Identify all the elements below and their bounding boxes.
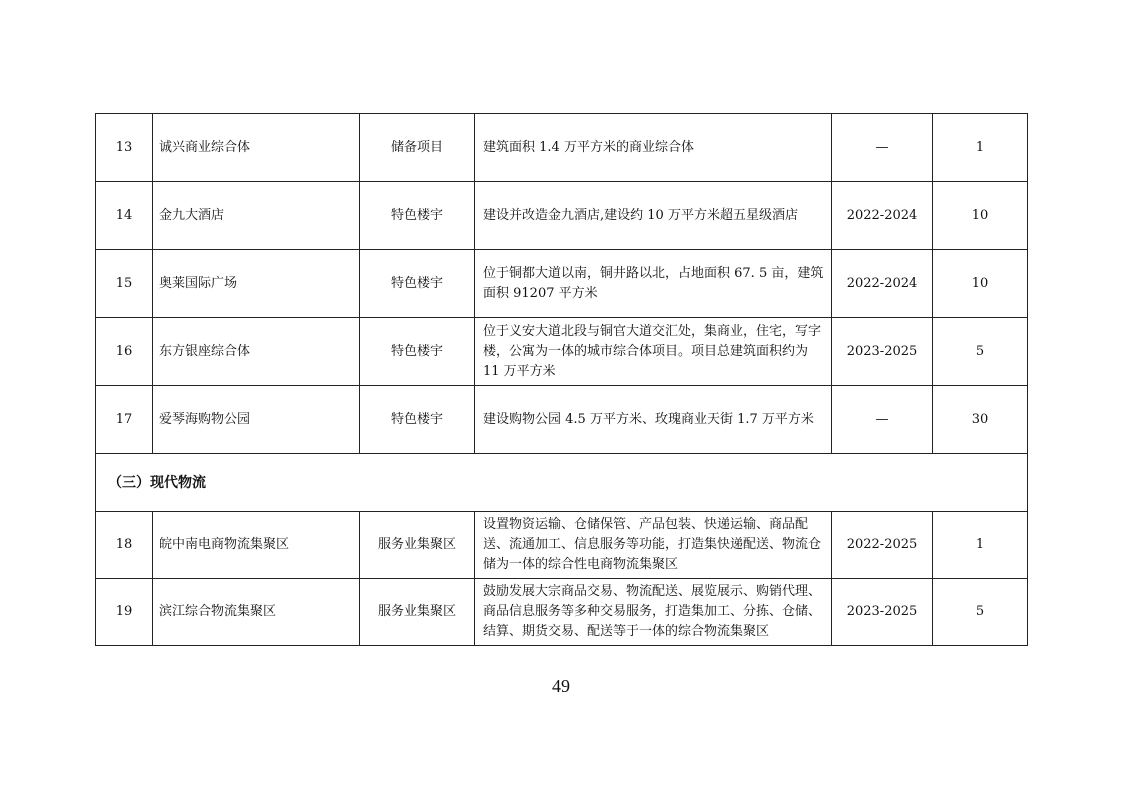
project-name: 奥莱国际广场 (153, 250, 360, 318)
row-number: 17 (96, 386, 153, 454)
project-name: 东方银座综合体 (153, 318, 360, 386)
project-investment: 10 (933, 182, 1028, 250)
project-investment: 5 (933, 579, 1028, 646)
project-description: 设置物资运输、仓储保管、产品包装、快递运输、商品配送、流通加工、信息服务等功能，打造集快递配送、物流仓储为一体的综合性电商物流集聚区 (475, 512, 832, 579)
project-period: — (832, 114, 933, 182)
row-number: 16 (96, 318, 153, 386)
project-type: 特色楼宇 (360, 250, 475, 318)
project-description: 建筑面积 1.4 万平方米的商业综合体 (475, 114, 832, 182)
project-investment: 1 (933, 114, 1028, 182)
row-number: 19 (96, 579, 153, 646)
project-name: 滨江综合物流集聚区 (153, 579, 360, 646)
row-number: 15 (96, 250, 153, 318)
table-row (96, 318, 1028, 386)
project-name: 皖中南电商物流集聚区 (153, 512, 360, 579)
page-number: 49 (552, 676, 570, 696)
project-investment: 30 (933, 386, 1028, 454)
table-row (96, 579, 1028, 646)
project-description: 鼓励发展大宗商品交易、物流配送、展览展示、购销代理、商品信息服务等多种交易服务，打造集加工、分拣、仓储、结算、期货交易、配送等于一体的综合物流集聚区 (475, 579, 832, 646)
project-description: 建设并改造金九酒店,建设约 10 万平方米超五星级酒店 (475, 182, 832, 250)
table-row (96, 386, 1028, 454)
table-row (96, 114, 1028, 182)
project-type: 服务业集聚区 (360, 579, 475, 646)
row-number: 13 (96, 114, 153, 182)
section-title: （三）现代物流 (96, 454, 1028, 512)
project-period: 2022-2025 (832, 512, 933, 579)
project-type: 服务业集聚区 (360, 512, 475, 579)
project-investment: 1 (933, 512, 1028, 579)
project-period: 2022-2024 (832, 182, 933, 250)
project-period: 2023-2025 (832, 318, 933, 386)
row-number: 18 (96, 512, 153, 579)
project-investment: 10 (933, 250, 1028, 318)
table-row (96, 512, 1028, 579)
row-number: 14 (96, 182, 153, 250)
project-period: 2023-2025 (832, 579, 933, 646)
project-period: — (832, 386, 933, 454)
project-description: 位于义安大道北段与铜官大道交汇处，集商业，住宅，写字楼，公寓为一体的城市综合体项目。项目总建筑面积约为 11 万平方米 (475, 318, 832, 386)
project-description: 位于铜都大道以南，铜井路以北，占地面积 67. 5 亩，建筑面积 91207 平方米 (475, 250, 832, 318)
table-row (96, 250, 1028, 318)
section-row (96, 454, 1028, 512)
project-table (95, 113, 1028, 646)
project-period: 2022-2024 (832, 250, 933, 318)
project-description: 建设购物公园 4.5 万平方米、玫瑰商业天街 1.7 万平方米 (475, 386, 832, 454)
project-name: 爱琴海购物公园 (153, 386, 360, 454)
project-name: 诚兴商业综合体 (153, 114, 360, 182)
project-type: 储备项目 (360, 114, 475, 182)
project-investment: 5 (933, 318, 1028, 386)
project-name: 金九大酒店 (153, 182, 360, 250)
project-type: 特色楼宇 (360, 182, 475, 250)
table-row (96, 182, 1028, 250)
project-type: 特色楼宇 (360, 318, 475, 386)
project-type: 特色楼宇 (360, 386, 475, 454)
